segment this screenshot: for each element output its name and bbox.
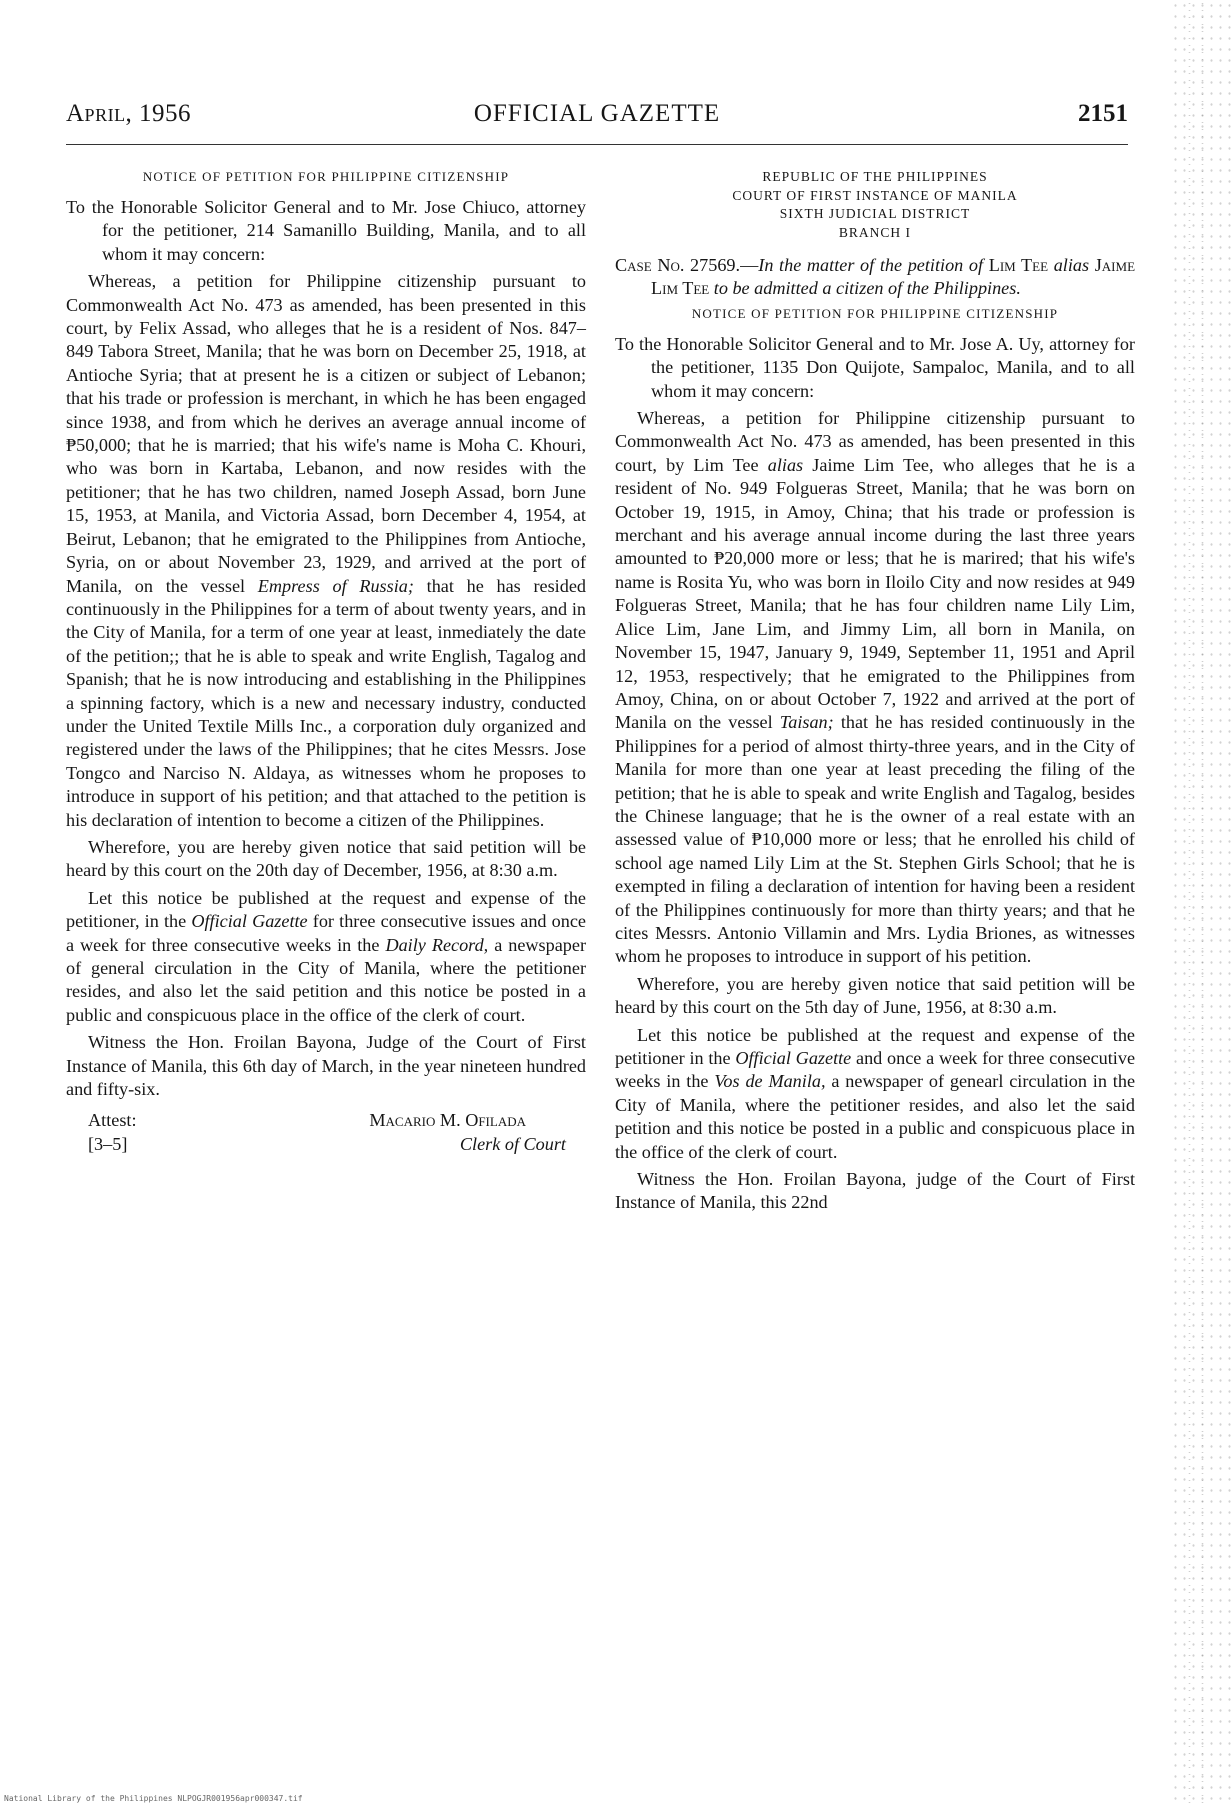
left-addressee: To the Honorable Solicitor General and to Mr. Jose Chiuco, attorney for the petitioner, 214 Samanillo Building, Manila, and to all whom it may concern: (66, 197, 586, 264)
left-column (66, 168, 586, 1157)
issue-bracket: [3–5] (88, 1134, 128, 1155)
attest-label: Attest: (88, 1110, 137, 1131)
left-wherefore: Wherefore, you are hereby given notice that said petition will be heard by this court on the 20th day of December, 1956, at 8:30 a.m. (66, 836, 586, 881)
left-vessel: Empress of Russia; (257, 575, 414, 596)
signature-block (66, 1109, 586, 1157)
right-notice-heading: NOTICE OF PETITION FOR PHILIPPINE CITIZENSHIP (691, 305, 1059, 321)
right-column (615, 168, 1135, 1219)
right-alias: alias (767, 454, 804, 475)
left-publication-2: Daily Record, (385, 934, 489, 955)
left-witness: Witness the Hon. Froilan Bayona, Judge of the Court of First Instance of Manila, this 6th day of March, in the year nineteen hundred and fifty-six. (66, 1032, 586, 1100)
right-addressee: To the Honorable Solicitor General and to Mr. Jose A. Uy, attorney for the petitioner, 1135 Don Quijote, Sampaloc, Manila, and to all whom it may concern: (615, 333, 1135, 401)
right-body (615, 407, 1135, 969)
court-line: COURT OF FIRST INSTANCE OF MANILA (732, 187, 1018, 203)
case-title-b: to be admitted a citizen of the Philippines. (709, 278, 1021, 299)
issue-date: April, 1956 (66, 100, 192, 127)
case-title-a: In the matter of the petition of (758, 255, 984, 275)
case-caption (615, 254, 1135, 301)
right-body-b: Jaime Lim Tee, who alleges that he is a resident of No. 949 Folgueras Street, Manila; that he was born on October 19, 1915, in Amoy, China; that his trade or profession is merchant and his average annual income during the last three years amounted to ₱20,000 more or less; that he is marired; that his wife's name is Rosita Yu, who was born in Iloilo City and now resides at 949 Folgueras Street, Manila; that he has four children name Lily Lim, Alice Lim, Jane Lim, and Jimmy Lim, all born in Manila, on November 15, 1947, January 9, 1949, September 11, 1951 and April 12, 1953, respectively; that he emigrated to the Philippines from Amoy, China, on or about October 7, 1922 and arrived at the port of Manila on the vessel (615, 454, 1136, 733)
right-publication-1: Official Gazette (735, 1048, 852, 1068)
page-header (66, 100, 1128, 144)
left-publish-a: Let this notice be published at the request and expense of the petitioner, in the (66, 887, 586, 932)
left-publication-1: Official Gazette (191, 911, 308, 932)
left-body-text: Whereas, a petition for Philippine citizenship pursuant to Commonwealth Act No. 473 as amended, has been presented in this court, by Felix Assad, who alleges that he is a resident of Nos. 847–849 Tabora Street, Manila; that he was born on December 25, 1918, at Antioche Syria; that at present he is a citizen or subject of Lebanon; that his trade or profession is merchant, in which he has been engaged since 1938, and from which he derives an average annual income of ₱50,000; that he is married; that his wife's name is Moha C. Khouri, who was born in Kartaba, Lebanon, and now resides with the petitioner; that he has two children, named Joseph Assad, born June 15, 1953, at Manila, and Victoria Assad, born December 4, 1954, at Beirut, Lebanon; that he emigrated to the Philippines from Antioche, Syria, on or about November 23, 1929, and arrived at the port of Manila, on the vessel (66, 271, 586, 596)
right-publish-a: Let this notice be published at the request and expense of the petitioner in the (615, 1024, 1135, 1068)
case-name: Lim Tee (988, 255, 1049, 275)
right-body-a: Whereas, a petition for Philippine citizenship pursuant to Commonwealth Act No. 473 as amended, has been presented in this court, by Lim Tee (615, 408, 1135, 475)
left-publish-c: a newspaper of general circulation in the City of Manila, where the petitioner resides, and also let the said petition and this notice be posted in a public and conspicuous place in the office of the clerk of court. (66, 934, 587, 1025)
right-wherefore: Wherefore, you are hereby given notice that said petition will be heard by this court on the 5th day of June, 1956, at 8:30 a.m. (615, 973, 1135, 1018)
case-number: Case No. 27569.— (615, 255, 759, 275)
left-notice-heading: NOTICE OF PETITION FOR PHILIPPINE CITIZENSHIP (142, 169, 510, 184)
right-vessel: Taisan; (779, 712, 834, 733)
left-publish (66, 887, 586, 1027)
right-witness: Witness the Hon. Froilan Bayona, judge of the Court of First Instance of Manila, this 22nd (615, 1169, 1135, 1213)
right-publication-2: Vos de Manila, (714, 1071, 826, 1092)
court-line: SIXTH JUDICIAL DISTRICT (779, 206, 971, 221)
right-publish (615, 1024, 1135, 1164)
court-block (615, 168, 1135, 242)
clerk-title: Clerk of Court (459, 1134, 566, 1155)
court-line: BRANCH I (838, 224, 912, 240)
case-alias: alias (1048, 255, 1095, 275)
scan-noise-2 (1183, 0, 1213, 1808)
scan-footer: National Library of the Philippines NLPOGJR001956apr000347.tif (4, 1794, 303, 1803)
header-rule (66, 144, 1128, 145)
publication-title: OFFICIAL GAZETTE (473, 100, 721, 127)
left-body-cont: that he has resided continuously in the Philippines for a term of about twenty years, and in the City of Manila, for a term of one year at least, inmediately the date of the petition;; that he is able to speak and write English, Tagalog and Spanish; that he is now introducing and establishing in the Philippines a spinning factory, which is a new and necessary industry, conducted under the United Textile Mills Inc., a corporation duly organized and registered under the laws of the Philippines; that he cites Messrs. Jose Tongco and Narciso N. Aldaya, as witnesses whom he proposes to introduce in support of his petition; and that attached to the petition is his declaration of intention to become a citizen of the Philippines. (66, 575, 586, 830)
clerk-name: Macario M. Ofilada (369, 1110, 526, 1131)
court-line: REPUBLIC OF THE PHILIPPINES (762, 169, 988, 184)
right-publish-b: and once a week for three consecutive weeks in the (615, 1048, 1136, 1092)
page-number: 2151 (1078, 100, 1128, 127)
case-name-2: Jaime Lim Tee (651, 255, 1136, 299)
left-body (66, 270, 586, 832)
left-publish-b: for three consecutive issues and once a week for three consecutive weeks in the (66, 911, 586, 955)
right-publish-c: a newspaper of genearl circulation in the City of Manila, where the petitioner resides, and also let the said petition and this notice be posted in a public and conspicuous place in the office of the clerk of court. (615, 1071, 1136, 1162)
right-body-c: that he has resided continuously in the Philippines for a period of almost thirty-three years, and in the City of Manila for more than one year at least preceding the filing of the petition; that he is able to speak and write English and Tagalog, besides the Chinese language; that he is the owner of a real estate with an assessed value of ₱10,000 more or less; that he enrolled his child of school age named Lily Lim at the St. Stephen Girls School; that he is exempted in filing a declaration of intention for having been a resident of the Philippines continuously for more than thirty years; and that he cites Messrs. Antonio Villamin and Mrs. Lydia Briones, as witnesses whom he proposes to introduce in support of his petition. (615, 712, 1135, 967)
